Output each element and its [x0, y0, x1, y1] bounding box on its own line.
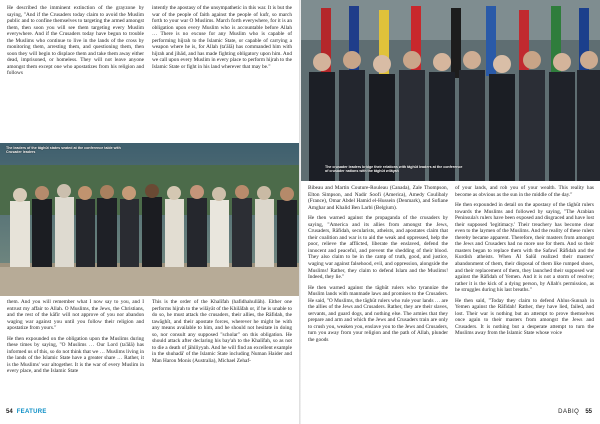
page-number: 55: [585, 409, 592, 415]
paragraph: He then said, "Today they claim to defend Ahlus-Sunnah in Yemen against the Rāfidah! Rather, they have lied, failed, and lost. Their war is nothing but an attempt to prove themselves once again to their masters from amongst the Jews and Crusaders. It is nothing but a desperate attempt to turn the Muslims away from the Islamic State whose voice: [455, 297, 594, 337]
paragraph: He then expounded in detail on the apostasy of the tāghūt rulers towards the Muslims and followed by saying, "The Arabian Peninsula's rulers have been exposed and disgraced and have lost their supposed 'legitimacy.' Their treachery has become clear even to the laymen of the Muslims. And the reality of these rulers thereby became apparent. Therefore, their masters from amongst the Jews and Crusaders had no more use for them. And so their masters began to replace them with the Safawī Rāfidah and the Kurdish atheists. When Āl Salūl realized their masters' abandonment of them, their disposal of them like rumped shoes, and their replacement of them, they launched their supposed war against the Rāfidah of Yemen. And it is not a storm of resolve; rather it is the kick of a dying person, by Allah's permission, as he struggles during his last breaths.": [455, 202, 594, 294]
photo-caption: The crusader leaders bridge their relations with tāghūt leaders at the conference of crusader nations with the tāghūt wilāyah: [325, 165, 463, 174]
paragraph: He then warned against the tāghūt rulers who tyrannize the Muslim lands with manmade laws and promises to the Crusaders. He said, "O Muslims, the tāghūt rulers who rule your lands … are the allies of the Jews and Crusaders. Rather, they are their slaves, servants, and guard dogs, and nothing else. The armies that they prepare and arm and which the Jews and Crusaders train are only to crush you, weaken you, enslave you to the Jews and Crusaders, turn you away from your religion and the path of Allah, plunder the goods: [308, 284, 448, 344]
paragraph: them. And you will remember what I now say to you, and I entrust my affair to Allah. O Muslims, the Jews, the Christians, and the rest of the kāfir will not approve of you nor abandon waging war against you until you follow their religion and apostatize from yours.": [7, 299, 144, 332]
left-col1-bottom: [7, 299, 144, 402]
left-col2-top: [152, 5, 292, 141]
paragraph: He then expounded on the obligation upon the Muslims during these times by saying, "O Muslims … Our Lord (ta'ālā) has informed us of this, so do not think that we … Muslims living in the lands of the Islamic State have a greater share … Rather, it is the Muslims' war altogether. It is the war of every Muslim in every place, and the Islamic State: [7, 335, 144, 375]
photo-image: [301, 0, 600, 181]
left-page-footer: [6, 406, 47, 418]
photo-leaders-conference: [301, 0, 600, 181]
right-col1: [308, 185, 448, 402]
photo-caption: The leaders of the tāghūt states seated at the conference table with Crusader leaders: [6, 146, 121, 155]
paragraph: of your lands, and rob you of your wealth. This reality has become as obvious as the sun in the middle of the day.": [455, 185, 594, 198]
right-col2: [455, 185, 594, 402]
photo-leaders-group: [0, 143, 299, 296]
paragraph: Bibeau and Martin Couture-Rouleau (Canada), Zale Thompson, Elton Simpson, and Nadir Soofi (America), Amedy Coulibaly (France), Omar Abdel Hamid el-Hussein (Denmark), and Sofiane Amghar and Khalid Ben Larbi (Belgium).: [308, 185, 448, 211]
section-label: FEATURE: [16, 409, 47, 415]
page-number: 54: [6, 409, 13, 415]
magazine-name: DABIQ: [558, 409, 580, 415]
paragraph: He described the imminent extinction of the grayzone by saying, "And if the Crusaders today claim to avoid the Muslim public and to confine themselves to targeting the armed amongst them, then soon you will see them targeting every Muslim everywhere. And if the Crusaders today have begun to trouble the Muslims who continue to live in the lands of the cross by monitoring them, arresting them, and questioning them, then soon they will begin to displace them and take them away either dead, imprisoned, or homeless. They will not leave anyone amongst them except one who apostatizes from his religion and follows: [7, 5, 144, 77]
left-col1-top: [7, 5, 144, 141]
right-page-footer: [558, 406, 592, 418]
paragraph: intently the apostasy of the unsympathetic in this war. It is but the war of the people of faith against the people of kufr, so march forth to your war O Muslims. March forth everywhere, for it is an obligation upon every Muslim who is accountable before Allah … There is no excuse for any Muslim who is capable of performing hijrah to the Islamic State, or capable of carrying a weapon where he is, for Allah (ta'ālā) has commanded him with hijrah and jihād, and has made fighting obligatory upon him. And we call upon every Muslim in every place to perform hijrah to the Islamic State or fight in his land wherever that may be.": [152, 5, 292, 70]
paragraph: This is the order of the Khalīfah (hafidhahullāh). Either one performs hijrah to the wilāyāt of the Khilāfah or, if he is unable to do so, he must attack the crusaders, their allies, the Rāfidah, the tawāghīt, and their apostate forces, wherever he might be with any means available to him, and he should not hesitate in doing so, nor consult any supposed "scholar" on this obligation. He should attack after declaring his bay'ah to the Khalīfah, so as not to die a death of jāhiliyyah. And he will find an excellent example in the shuhadā' of the Islamic State including Numan Haider and Man Haron Monis (Australia), Michael Zehaf-: [152, 299, 292, 364]
paragraph: He then warned against the propaganda of the crusaders by saying, "America and its allies from amongst the Jews, Crusaders, Rāfidah, secularists, atheists, and apostates claim that their coalition and war is to aid the weak and oppressed, help the poor, relieve the afflicted, liberate the enslaved, defend the innocent and peaceful, and prevent the shedding of their blood. They also claim to be in the camp of truth, good, and justice, waging war against falsehood, evil, and oppression, alongside the Muslims! Rather, they claim to defend Islam and the Muslims! Indeed, they lie.": [308, 215, 448, 281]
photo-image: [0, 143, 299, 296]
left-col2-bottom: [152, 299, 292, 402]
